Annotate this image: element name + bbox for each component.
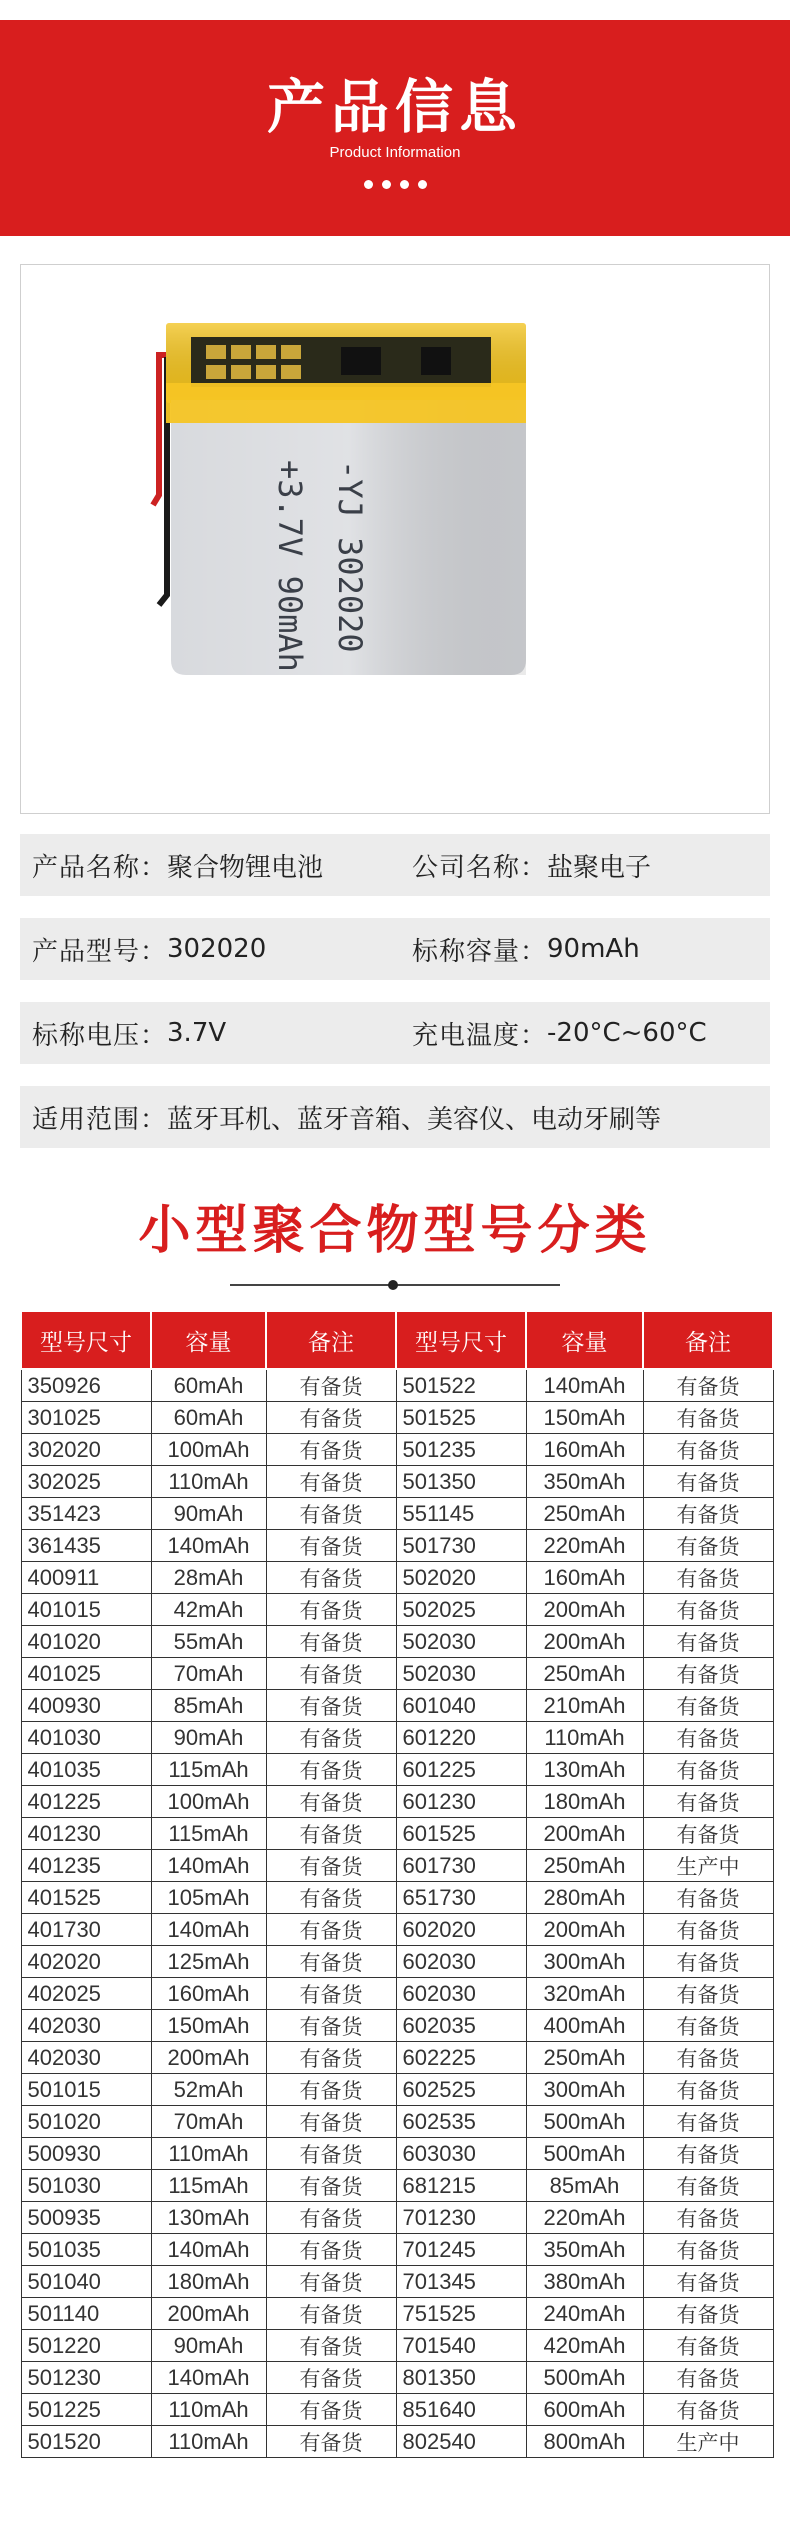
model-size-cell: 501035 <box>21 2234 151 2266</box>
table-row <box>21 2106 773 2138</box>
capacity-cell: 200mAh <box>151 2042 266 2074</box>
remark-cell: 有备货 <box>266 2138 396 2170</box>
table-row <box>21 1786 773 1818</box>
model-size-cell: 551145 <box>396 1498 526 1530</box>
table-row <box>21 1594 773 1626</box>
model-size-cell: 601730 <box>396 1850 526 1882</box>
remark-cell: 有备货 <box>266 1754 396 1786</box>
model-size-cell: 351423 <box>21 1498 151 1530</box>
remark-cell: 有备货 <box>643 1402 773 1434</box>
model-size-cell: 501040 <box>21 2266 151 2298</box>
remark-cell: 有备货 <box>643 2266 773 2298</box>
capacity-cell: 160mAh <box>526 1434 643 1466</box>
table-row <box>21 1466 773 1498</box>
model-size-cell: 361435 <box>21 1530 151 1562</box>
capacity-cell: 105mAh <box>151 1882 266 1914</box>
capacity-cell: 90mAh <box>151 1498 266 1530</box>
remark-cell: 有备货 <box>643 1690 773 1722</box>
remark-cell: 有备货 <box>266 1882 396 1914</box>
model-size-cell: 402030 <box>21 2010 151 2042</box>
remark-cell: 有备货 <box>266 1978 396 2010</box>
capacity-cell: 160mAh <box>151 1978 266 2010</box>
model-size-cell: 601040 <box>396 1690 526 1722</box>
application-label: 适用范围： <box>32 1104 168 1135</box>
remark-cell: 有备货 <box>643 2234 773 2266</box>
capacity-cell: 90mAh <box>151 2330 266 2362</box>
info-row-application <box>20 1086 770 1148</box>
model-size-cell: 302025 <box>21 1466 151 1498</box>
remark-cell: 有备货 <box>643 1369 773 1402</box>
remark-cell: 有备货 <box>643 1466 773 1498</box>
nominal-capacity-value: 90mAh <box>547 934 640 964</box>
remark-cell: 有备货 <box>643 1626 773 1658</box>
section-title: 小型聚合物型号分类 <box>138 1201 652 1261</box>
decorative-dots <box>0 180 790 192</box>
capacity-cell: 600mAh <box>526 2394 643 2426</box>
table-row <box>21 1562 773 1594</box>
capacity-cell: 200mAh <box>526 1914 643 1946</box>
capacity-cell: 85mAh <box>526 2170 643 2202</box>
capacity-cell: 200mAh <box>526 1818 643 1850</box>
company-name-label: 公司名称： <box>412 852 548 883</box>
model-size-cell: 601525 <box>396 1818 526 1850</box>
capacity-cell: 300mAh <box>526 1946 643 1978</box>
model-size-cell: 400930 <box>21 1690 151 1722</box>
model-size-cell: 501350 <box>396 1466 526 1498</box>
model-size-cell: 801350 <box>396 2362 526 2394</box>
header-banner <box>0 20 790 236</box>
model-size-cell: 401730 <box>21 1914 151 1946</box>
capacity-cell: 60mAh <box>151 1369 266 1402</box>
capacity-cell: 115mAh <box>151 1754 266 1786</box>
table-row <box>21 2170 773 2202</box>
capacity-cell: 140mAh <box>151 1850 266 1882</box>
capacity-cell: 500mAh <box>526 2106 643 2138</box>
capacity-cell: 140mAh <box>526 1369 643 1402</box>
capacity-cell: 250mAh <box>526 2042 643 2074</box>
remark-cell: 有备货 <box>643 1658 773 1690</box>
capacity-cell: 150mAh <box>151 2010 266 2042</box>
model-size-cell: 501140 <box>21 2298 151 2330</box>
model-size-cell: 501230 <box>21 2362 151 2394</box>
capacity-cell: 110mAh <box>526 1722 643 1754</box>
column-header: 备注 <box>643 1311 773 1369</box>
capacity-cell: 55mAh <box>151 1626 266 1658</box>
model-size-cell: 401025 <box>21 1658 151 1690</box>
table-row <box>21 2202 773 2234</box>
table-row <box>21 1722 773 1754</box>
dot-icon <box>418 180 427 189</box>
remark-cell: 有备货 <box>266 2298 396 2330</box>
remark-cell: 有备货 <box>643 1786 773 1818</box>
capacity-cell: 115mAh <box>151 2170 266 2202</box>
product-photo <box>20 264 770 814</box>
capacity-cell: 800mAh <box>526 2426 643 2458</box>
remark-cell: 有备货 <box>266 2266 396 2298</box>
remark-cell: 有备货 <box>266 1530 396 1562</box>
remark-cell: 有备货 <box>643 2330 773 2362</box>
remark-cell: 有备货 <box>266 1498 396 1530</box>
remark-cell: 有备货 <box>266 1786 396 1818</box>
table-row <box>21 2138 773 2170</box>
dot-icon <box>400 180 409 189</box>
table-row <box>21 2362 773 2394</box>
capacity-cell: 125mAh <box>151 1946 266 1978</box>
model-size-cell: 602535 <box>396 2106 526 2138</box>
model-size-cell: 601220 <box>396 1722 526 1754</box>
capacity-cell: 200mAh <box>526 1594 643 1626</box>
info-row-voltage <box>20 1002 770 1064</box>
capacity-cell: 130mAh <box>151 2202 266 2234</box>
remark-cell: 有备货 <box>266 1914 396 1946</box>
remark-cell: 有备货 <box>643 1754 773 1786</box>
model-size-cell: 602030 <box>396 1978 526 2010</box>
remark-cell: 有备货 <box>266 2426 396 2458</box>
capacity-cell: 52mAh <box>151 2074 266 2106</box>
model-size-cell: 302020 <box>21 1434 151 1466</box>
application-value: 蓝牙耳机、蓝牙音箱、美容仪、电动牙刷等 <box>167 1104 662 1135</box>
table-row <box>21 1369 773 1402</box>
capacity-cell: 200mAh <box>526 1626 643 1658</box>
product-model-value: 302020 <box>167 934 267 964</box>
remark-cell: 有备货 <box>266 1722 396 1754</box>
capacity-cell: 140mAh <box>151 2234 266 2266</box>
capacity-cell: 400mAh <box>526 2010 643 2042</box>
remark-cell: 有备货 <box>643 2170 773 2202</box>
model-size-cell: 501520 <box>21 2426 151 2458</box>
model-size-cell: 500935 <box>21 2202 151 2234</box>
table-row <box>21 2010 773 2042</box>
model-size-cell: 502030 <box>396 1658 526 1690</box>
model-size-cell: 502020 <box>396 1562 526 1594</box>
table-row <box>21 1658 773 1690</box>
table-row <box>21 1946 773 1978</box>
remark-cell: 有备货 <box>643 2298 773 2330</box>
capacity-cell: 150mAh <box>526 1402 643 1434</box>
capacity-cell: 420mAh <box>526 2330 643 2362</box>
capacity-cell: 220mAh <box>526 1530 643 1562</box>
remark-cell: 有备货 <box>266 1946 396 1978</box>
table-row <box>21 1530 773 1562</box>
capacity-cell: 70mAh <box>151 2106 266 2138</box>
remark-cell: 有备货 <box>643 1722 773 1754</box>
charge-temperature-label: 充电温度： <box>412 1020 548 1051</box>
remark-cell: 有备货 <box>643 2106 773 2138</box>
table-row <box>21 2298 773 2330</box>
remark-cell: 有备货 <box>266 2042 396 2074</box>
model-size-cell: 501225 <box>21 2394 151 2426</box>
product-name-value: 聚合物锂电池 <box>167 852 324 883</box>
model-table <box>20 1310 774 2458</box>
model-size-cell: 602020 <box>396 1914 526 1946</box>
remark-cell: 有备货 <box>643 1530 773 1562</box>
capacity-cell: 350mAh <box>526 2234 643 2266</box>
remark-cell: 有备货 <box>266 1434 396 1466</box>
table-row <box>21 2074 773 2106</box>
model-size-cell: 651730 <box>396 1882 526 1914</box>
remark-cell: 有备货 <box>266 1466 396 1498</box>
model-size-cell: 400911 <box>21 1562 151 1594</box>
table-row <box>21 2426 773 2458</box>
capacity-cell: 250mAh <box>526 1658 643 1690</box>
capacity-cell: 130mAh <box>526 1754 643 1786</box>
capacity-cell: 140mAh <box>151 1914 266 1946</box>
capacity-cell: 110mAh <box>151 1466 266 1498</box>
remark-cell: 有备货 <box>643 1818 773 1850</box>
capacity-cell: 90mAh <box>151 1722 266 1754</box>
model-size-cell: 603030 <box>396 2138 526 2170</box>
capacity-cell: 250mAh <box>526 1498 643 1530</box>
capacity-cell: 240mAh <box>526 2298 643 2330</box>
nominal-voltage-value: 3.7V <box>167 1018 227 1048</box>
capacity-cell: 500mAh <box>526 2362 643 2394</box>
battery-label-model: -YJ 302020 <box>331 460 369 653</box>
model-size-cell: 602030 <box>396 1946 526 1978</box>
page-subtitle: Product Information <box>329 144 461 161</box>
model-size-cell: 401035 <box>21 1754 151 1786</box>
model-size-cell: 401020 <box>21 1626 151 1658</box>
table-header-row <box>21 1311 773 1369</box>
capacity-cell: 280mAh <box>526 1882 643 1914</box>
remark-cell: 有备货 <box>266 1402 396 1434</box>
model-size-cell: 501030 <box>21 2170 151 2202</box>
capacity-cell: 200mAh <box>151 2298 266 2330</box>
capacity-cell: 100mAh <box>151 1434 266 1466</box>
remark-cell: 有备货 <box>643 2042 773 2074</box>
model-size-cell: 601230 <box>396 1786 526 1818</box>
remark-cell: 生产中 <box>643 2426 773 2458</box>
column-header: 型号尺寸 <box>396 1311 526 1369</box>
remark-cell: 有备货 <box>643 1882 773 1914</box>
capacity-cell: 115mAh <box>151 1818 266 1850</box>
capacity-cell: 28mAh <box>151 1562 266 1594</box>
remark-cell: 有备货 <box>266 2362 396 2394</box>
table-row <box>21 1626 773 1658</box>
model-size-cell: 501525 <box>396 1402 526 1434</box>
remark-cell: 有备货 <box>266 2010 396 2042</box>
remark-cell: 有备货 <box>643 1914 773 1946</box>
remark-cell: 有备货 <box>266 1369 396 1402</box>
remark-cell: 有备货 <box>266 2170 396 2202</box>
remark-cell: 有备货 <box>266 2234 396 2266</box>
capacity-cell: 250mAh <box>526 1850 643 1882</box>
remark-cell: 有备货 <box>643 2362 773 2394</box>
model-size-cell: 301025 <box>21 1402 151 1434</box>
remark-cell: 有备货 <box>266 2106 396 2138</box>
model-size-cell: 701345 <box>396 2266 526 2298</box>
model-size-cell: 401235 <box>21 1850 151 1882</box>
remark-cell: 有备货 <box>266 1818 396 1850</box>
nominal-voltage-label: 标称电压： <box>32 1020 168 1051</box>
capacity-cell: 85mAh <box>151 1690 266 1722</box>
table-row <box>21 1978 773 2010</box>
model-size-cell: 501235 <box>396 1434 526 1466</box>
table-row <box>21 1818 773 1850</box>
model-size-cell: 701230 <box>396 2202 526 2234</box>
model-size-cell: 500930 <box>21 2138 151 2170</box>
remark-cell: 有备货 <box>643 1434 773 1466</box>
remark-cell: 有备货 <box>266 1594 396 1626</box>
capacity-cell: 300mAh <box>526 2074 643 2106</box>
table-row <box>21 2394 773 2426</box>
capacity-cell: 320mAh <box>526 1978 643 2010</box>
remark-cell: 有备货 <box>643 1498 773 1530</box>
capacity-cell: 210mAh <box>526 1690 643 1722</box>
nominal-capacity-label: 标称容量： <box>412 936 548 967</box>
table-row <box>21 1402 773 1434</box>
table-row <box>21 1882 773 1914</box>
column-header: 备注 <box>266 1311 396 1369</box>
model-size-cell: 602035 <box>396 2010 526 2042</box>
remark-cell: 有备货 <box>643 2138 773 2170</box>
capacity-cell: 380mAh <box>526 2266 643 2298</box>
model-size-cell: 502025 <box>396 1594 526 1626</box>
model-size-cell: 751525 <box>396 2298 526 2330</box>
dot-icon <box>382 180 391 189</box>
remark-cell: 生产中 <box>643 1850 773 1882</box>
capacity-cell: 110mAh <box>151 2138 266 2170</box>
model-size-cell: 401225 <box>21 1786 151 1818</box>
model-size-cell: 502030 <box>396 1626 526 1658</box>
capacity-cell: 160mAh <box>526 1562 643 1594</box>
model-size-cell: 402020 <box>21 1946 151 1978</box>
remark-cell: 有备货 <box>266 2074 396 2106</box>
model-size-cell: 681215 <box>396 2170 526 2202</box>
capacity-cell: 140mAh <box>151 2362 266 2394</box>
model-size-cell: 401525 <box>21 1882 151 1914</box>
model-size-cell: 350926 <box>21 1369 151 1402</box>
dot-icon <box>364 180 373 189</box>
table-row <box>21 2042 773 2074</box>
remark-cell: 有备货 <box>643 1562 773 1594</box>
model-size-cell: 501220 <box>21 2330 151 2362</box>
column-header: 容量 <box>151 1311 266 1369</box>
capacity-cell: 110mAh <box>151 2426 266 2458</box>
remark-cell: 有备货 <box>643 2394 773 2426</box>
charge-temperature-value: -20°C~60°C <box>547 1018 707 1048</box>
remark-cell: 有备货 <box>643 2202 773 2234</box>
capacity-cell: 60mAh <box>151 1402 266 1434</box>
column-header: 型号尺寸 <box>21 1311 151 1369</box>
model-size-cell: 602525 <box>396 2074 526 2106</box>
table-row <box>21 2330 773 2362</box>
capacity-cell: 220mAh <box>526 2202 643 2234</box>
info-row-name <box>20 834 770 896</box>
remark-cell: 有备货 <box>643 2010 773 2042</box>
battery-label-voltage: +3.7V 90mAh <box>271 460 309 672</box>
model-size-cell: 401030 <box>21 1722 151 1754</box>
battery-illustration <box>21 265 769 813</box>
remark-cell: 有备货 <box>266 2202 396 2234</box>
capacity-cell: 180mAh <box>151 2266 266 2298</box>
model-size-cell: 851640 <box>396 2394 526 2426</box>
remark-cell: 有备货 <box>643 2074 773 2106</box>
capacity-cell: 110mAh <box>151 2394 266 2426</box>
model-size-cell: 601225 <box>396 1754 526 1786</box>
capacity-cell: 100mAh <box>151 1786 266 1818</box>
model-size-cell: 402030 <box>21 2042 151 2074</box>
table-row <box>21 1914 773 1946</box>
remark-cell: 有备货 <box>266 1562 396 1594</box>
table-row <box>21 1690 773 1722</box>
table-row <box>21 2234 773 2266</box>
model-size-cell: 501522 <box>396 1369 526 1402</box>
section-divider-dot <box>388 1280 398 1290</box>
remark-cell: 有备货 <box>266 2330 396 2362</box>
model-size-cell: 501020 <box>21 2106 151 2138</box>
column-header: 容量 <box>526 1311 643 1369</box>
capacity-cell: 42mAh <box>151 1594 266 1626</box>
remark-cell: 有备货 <box>643 1594 773 1626</box>
company-name-value: 盐聚电子 <box>547 852 652 883</box>
product-model-label: 产品型号： <box>32 936 168 967</box>
remark-cell: 有备货 <box>266 1626 396 1658</box>
table-row <box>21 1754 773 1786</box>
capacity-cell: 500mAh <box>526 2138 643 2170</box>
table-row <box>21 2266 773 2298</box>
model-size-cell: 501015 <box>21 2074 151 2106</box>
capacity-cell: 140mAh <box>151 1530 266 1562</box>
table-row <box>21 1434 773 1466</box>
table-row <box>21 1498 773 1530</box>
table-row <box>21 1850 773 1882</box>
capacity-cell: 350mAh <box>526 1466 643 1498</box>
remark-cell: 有备货 <box>643 1946 773 1978</box>
model-size-cell: 402025 <box>21 1978 151 2010</box>
model-size-cell: 401015 <box>21 1594 151 1626</box>
model-size-cell: 501730 <box>396 1530 526 1562</box>
model-size-cell: 701245 <box>396 2234 526 2266</box>
capacity-cell: 180mAh <box>526 1786 643 1818</box>
remark-cell: 有备货 <box>266 1658 396 1690</box>
info-row-model <box>20 918 770 980</box>
model-size-cell: 602225 <box>396 2042 526 2074</box>
remark-cell: 有备货 <box>266 1850 396 1882</box>
page-title: 产品信息 <box>266 73 523 141</box>
product-name-label: 产品名称： <box>32 852 168 883</box>
capacity-cell: 70mAh <box>151 1658 266 1690</box>
model-size-cell: 802540 <box>396 2426 526 2458</box>
model-size-cell: 701540 <box>396 2330 526 2362</box>
remark-cell: 有备货 <box>266 1690 396 1722</box>
remark-cell: 有备货 <box>643 1978 773 2010</box>
remark-cell: 有备货 <box>266 2394 396 2426</box>
model-size-cell: 401230 <box>21 1818 151 1850</box>
